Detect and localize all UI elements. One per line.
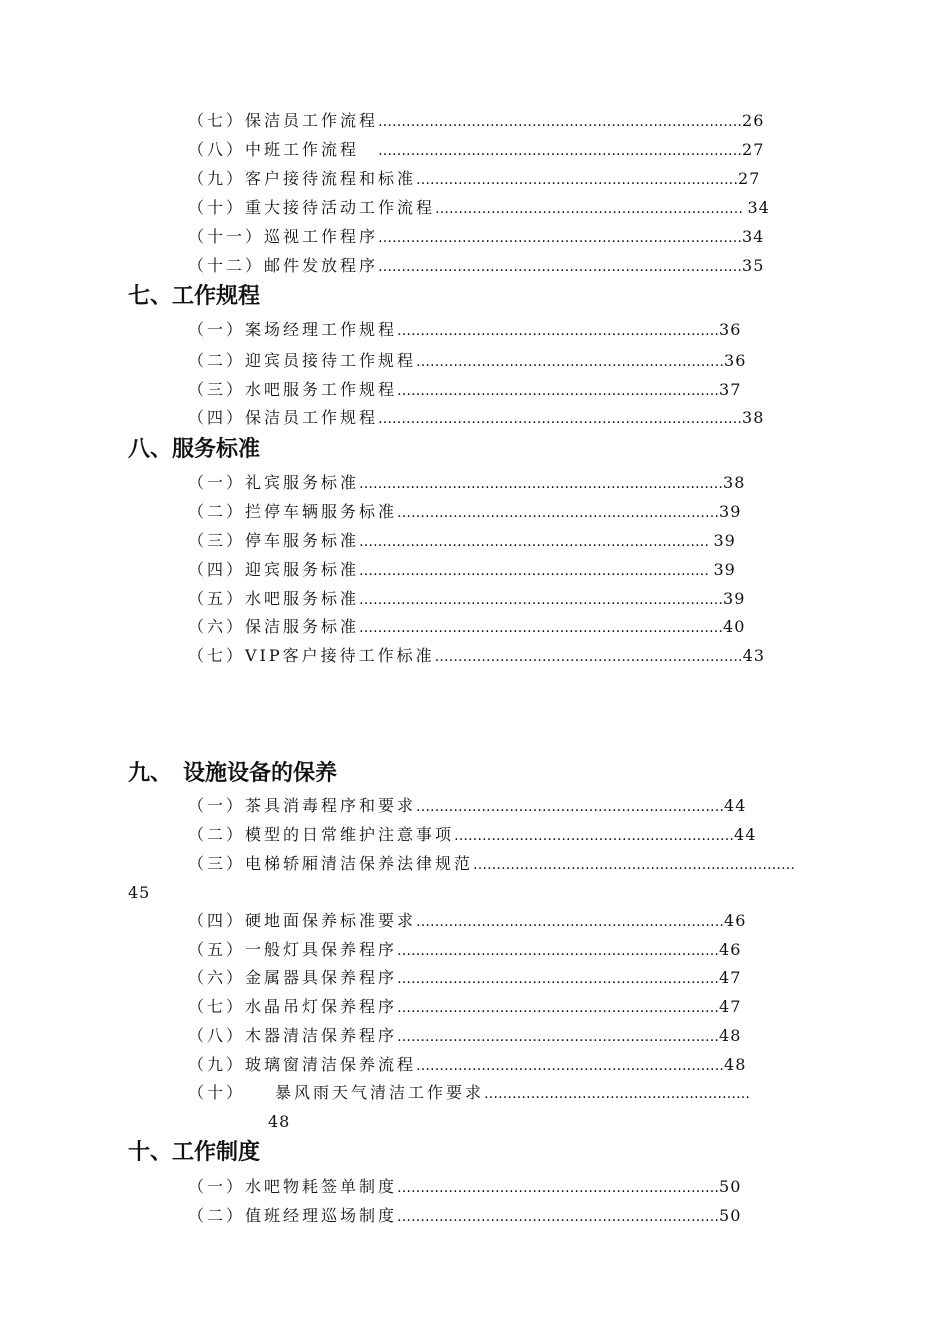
toc-leader-dots: …………………………………………………………… — [397, 1209, 720, 1225]
toc-entry-title: （二）值班经理巡场制度 — [188, 1206, 398, 1225]
toc-entry-title: （三）电梯轿厢清洁保养法律规范 — [188, 854, 474, 873]
toc-page-number: 43 — [742, 646, 766, 665]
toc-entry[interactable] — [188, 140, 764, 161]
toc-leader-dots: …………………………………………………………………… — [359, 620, 724, 636]
section-heading[interactable]: 八、服务标准 — [128, 437, 261, 462]
toc-entry-title: （十二）邮件发放程序 — [188, 256, 379, 275]
toc-page-number: 46 — [719, 940, 742, 959]
toc-page-number: 47 — [719, 968, 742, 987]
toc-leader-dots: …………………………………………………………… — [397, 1000, 720, 1016]
toc-leader-dots: …………………………………………………………… — [397, 323, 720, 339]
toc-page-number: 39 — [723, 589, 746, 608]
toc-page-number: 44 — [724, 796, 747, 815]
toc-leader-dots: …………………………………………………………………… — [378, 259, 743, 275]
toc-entry[interactable] — [188, 1026, 741, 1047]
toc-page-number: 37 — [719, 380, 742, 399]
toc-entry-title: （九）玻璃窗清洁保养流程 — [188, 1055, 417, 1074]
toc-entry[interactable] — [188, 351, 746, 372]
toc-entry-title: （四）保洁员工作规程 — [188, 408, 379, 427]
toc-entry[interactable] — [188, 169, 760, 190]
toc-entry-title: （八）中班工作流程 — [188, 140, 379, 159]
section-heading[interactable]: 九、 设施设备的保养 — [128, 761, 338, 786]
toc-entry[interactable] — [188, 320, 741, 341]
toc-entry-title: （十一）巡视工作程序 — [188, 227, 379, 246]
toc-entry-title: （十）重大接待活动工作流程 — [188, 198, 436, 217]
toc-leader-dots: ………………………………………………………… — [416, 354, 725, 370]
toc-leader-dots: …………………………………………………………………… — [359, 476, 724, 492]
toc-entry[interactable] — [188, 911, 746, 932]
toc-entry-title: （四）迎宾服务标准 — [188, 560, 360, 579]
toc-page-number: 39 — [719, 502, 742, 521]
toc-leader-dots: …………………………………………………………… — [397, 383, 720, 399]
toc-page-number: 47 — [719, 997, 742, 1016]
toc-page-number: 34 — [742, 227, 765, 246]
toc-entry-title: （五）水吧服务标准 — [188, 589, 360, 608]
toc-entry[interactable] — [188, 825, 756, 846]
toc-page-number: 38 — [723, 473, 746, 492]
toc-entry[interactable] — [188, 531, 736, 552]
toc-entry[interactable] — [188, 198, 770, 219]
toc-entry[interactable] — [188, 854, 795, 875]
toc-entry[interactable] — [188, 502, 741, 523]
toc-page-number: 46 — [724, 911, 747, 930]
toc-leader-dots: ………………………………………………………… — [434, 649, 743, 665]
toc-entry-title: （一）礼宾服务标准 — [188, 473, 360, 492]
toc-page-number: 48 — [724, 1055, 747, 1074]
toc-page-number: 44 — [734, 825, 757, 844]
toc-page-number: 26 — [742, 111, 765, 130]
section-heading[interactable]: 十、工作制度 — [128, 1140, 261, 1165]
toc-entry[interactable] — [188, 1206, 741, 1227]
toc-entry-title: （十） 暴风雨天气清洁工作要求 — [188, 1083, 485, 1102]
toc-page-number: 48 — [719, 1026, 742, 1045]
toc-page-number: 35 — [742, 256, 765, 275]
toc-entry[interactable] — [188, 646, 765, 667]
toc-entry-title: （一）水吧物耗签单制度 — [188, 1177, 398, 1196]
toc-entry[interactable] — [188, 380, 741, 401]
toc-leader-dots: ………………………………………………………………… — [359, 534, 714, 550]
toc-entry-title: （八）木器清洁保养程序 — [188, 1026, 398, 1045]
toc-entry[interactable] — [188, 796, 746, 817]
toc-entry[interactable] — [188, 589, 745, 610]
toc-leader-dots: ………………………………………………………… — [416, 914, 725, 930]
toc-entry-title: （四）硬地面保养标准要求 — [188, 911, 417, 930]
toc-leader-dots: …………………………………………………………………… — [378, 411, 743, 427]
toc-page-number: 38 — [742, 408, 765, 427]
toc-leader-dots: …………………………………………………………… — [397, 1180, 720, 1196]
toc-entry[interactable] — [188, 1083, 750, 1104]
toc-entry-title: （七）保洁员工作流程 — [188, 111, 379, 130]
toc-entry[interactable] — [188, 968, 741, 989]
toc-page-number: 39 — [713, 560, 736, 579]
toc-entry[interactable] — [188, 256, 764, 277]
toc-entry[interactable] — [188, 408, 764, 429]
toc-leader-dots: ………………………………………………… — [484, 1086, 751, 1102]
toc-entry[interactable] — [188, 560, 736, 581]
toc-leader-dots: …………………………………………………………………… — [378, 230, 743, 246]
toc-entry-title: （一）案场经理工作规程 — [188, 320, 398, 339]
toc-entry-title: （五）一般灯具保养程序 — [188, 940, 398, 959]
toc-page-number: 27 — [738, 169, 761, 188]
toc-page-number: 36 — [724, 351, 747, 370]
toc-entry-title: （二）模型的日常维护注意事项 — [188, 825, 455, 844]
toc-entry[interactable] — [188, 617, 745, 638]
toc-leader-dots: ………………………………………………………… — [435, 201, 748, 217]
toc-entry-title: （九）客户接待流程和标准 — [188, 169, 417, 188]
toc-leader-dots: …………………………………………………………… — [473, 857, 796, 873]
toc-entry[interactable] — [188, 473, 745, 494]
toc-page-number: 50 — [719, 1206, 742, 1225]
toc-page-number: 45 — [128, 883, 151, 902]
toc-leader-dots: …………………………………………………… — [454, 828, 735, 844]
toc-page-number: 34 — [747, 198, 770, 217]
toc-entry[interactable] — [188, 940, 741, 961]
toc-entry-title: （七）VIP客户接待工作标准 — [188, 646, 435, 665]
toc-entry-title: （三）水吧服务工作规程 — [188, 380, 398, 399]
toc-page-number: 36 — [719, 320, 742, 339]
toc-page-number: 39 — [713, 531, 736, 550]
toc-entry[interactable] — [188, 1055, 746, 1076]
toc-leader-dots: …………………………………………………………………… — [378, 114, 743, 130]
toc-entry[interactable] — [188, 111, 764, 132]
toc-entry[interactable] — [188, 1177, 741, 1198]
toc-entry-title: （六）金属器具保养程序 — [188, 968, 398, 987]
toc-leader-dots: ………………………………………………………… — [416, 799, 725, 815]
toc-entry-title: （三）停车服务标准 — [188, 531, 360, 550]
toc-page-number: 50 — [719, 1177, 742, 1196]
toc-leader-dots: ………………………………………………………………… — [359, 563, 714, 579]
toc-leader-dots: …………………………………………………………… — [416, 172, 739, 188]
section-heading[interactable]: 七、工作规程 — [128, 284, 261, 309]
toc-page-number: 40 — [723, 617, 746, 636]
toc-leader-dots: …………………………………………………………… — [397, 943, 720, 959]
toc-leader-dots: …………………………………………………………………… — [359, 592, 724, 608]
toc-entry-title: （二）迎宾员接待工作规程 — [188, 351, 417, 370]
toc-page-number: 48 — [268, 1112, 291, 1131]
toc-entry[interactable] — [188, 227, 764, 248]
toc-entry-title: （六）保洁服务标准 — [188, 617, 360, 636]
toc-entry[interactable] — [128, 883, 150, 903]
toc-page-number: 27 — [742, 140, 765, 159]
toc-entry[interactable] — [268, 1112, 290, 1132]
toc-entry[interactable] — [188, 997, 741, 1018]
toc-leader-dots: …………………………………………………………… — [397, 971, 720, 987]
toc-entry-title: （二）拦停车辆服务标准 — [188, 502, 398, 521]
toc-leader-dots: …………………………………………………………………… — [378, 143, 743, 159]
toc-leader-dots: ………………………………………………………… — [416, 1058, 725, 1074]
toc-entry-title: （一）茶具消毒程序和要求 — [188, 796, 417, 815]
toc-leader-dots: …………………………………………………………… — [397, 505, 720, 521]
toc-entry-title: （七）水晶吊灯保养程序 — [188, 997, 398, 1016]
toc-leader-dots: …………………………………………………………… — [397, 1029, 720, 1045]
